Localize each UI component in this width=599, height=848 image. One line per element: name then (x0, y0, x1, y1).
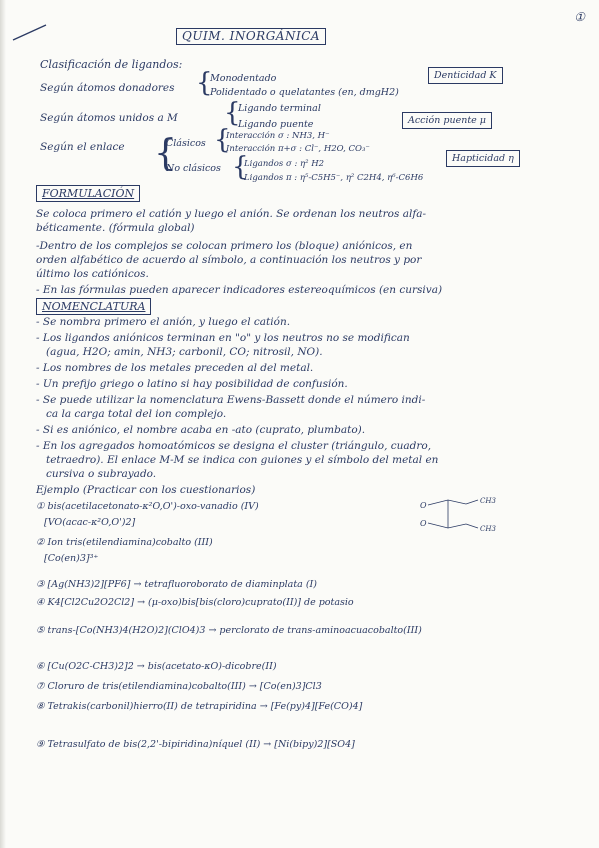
nomenclatura-line-6: - Se puede utilizar la nomenclatura Ewens-Bassett donde el número indi- (36, 394, 426, 406)
classic-item-1: Interacción σ : NH3, H⁻ (226, 131, 330, 141)
bond-label: Según el enlace (40, 141, 125, 153)
formulacion-line-4: orden alfabético de acuerdo al símbolo, a continuación los neutros y por (36, 254, 422, 266)
brace-donor: { (196, 68, 213, 98)
pen-stroke-mark (10, 22, 50, 42)
donor-item-1: Monodentado (210, 73, 277, 84)
example-4: ④ K4[Cl2Cu2O2Cl2] → (μ-oxo)bis[bis(cloro)cuprato(II)] de potasio (36, 597, 354, 608)
bonded-atoms-label: Según átomos unidos a M (40, 112, 178, 124)
classic-label: Clásicos (166, 138, 206, 149)
donor-item-2: Polidentado o quelatantes (en, dmgH2) (210, 87, 399, 98)
example-5: ⑤ trans-[Co(NH3)4(H2O)2](ClO4)3 → perclorato de trans-aminoacuacobalto(III) (36, 625, 422, 636)
nonclassic-label: No clásicos (166, 163, 221, 174)
svg-text:CH3: CH3 (480, 525, 496, 533)
nonclassic-item-2: Ligandos π : η⁵-C5H5⁻, η² C2H4, η⁶-C6H6 (244, 173, 424, 183)
brace-nonclassic: { (232, 152, 249, 182)
formulacion-line-6: - En las fórmulas pueden aparecer indicadores estereoquímicos (en cursiva) (36, 284, 443, 296)
example-1-name: ① bis(acetilacetonato-κ²O,O')-oxo-vanadio (IV) (36, 501, 259, 512)
nomenclatura-line-9: - En los agregados homoatómicos se designa el cluster (triángulo, cuadro, (36, 440, 432, 452)
formulacion-line-5: último los catiónicos. (36, 268, 149, 280)
nomenclatura-line-11: cursiva o subrayado. (46, 468, 157, 480)
classic-item-2: Interacción π+σ : Cl⁻, H2O, CO₃⁻ (226, 144, 370, 154)
bonded-item-1: Ligando terminal (238, 103, 321, 114)
page-title: QUIM. INORGÁNICA (176, 28, 326, 45)
example-6: ⑥ [Cu(O2C-CH3)2]2 → bis(acetato-κO)-dicobre(II) (36, 661, 277, 672)
bonded-item-2: Ligando puente (238, 119, 314, 130)
nomenclatura-line-10: tetraedro). El enlace M-M se indica con guiones y el símbolo del metal en (46, 454, 439, 466)
svg-text:O: O (420, 501, 427, 510)
bridge-box: Acción puente μ (402, 112, 492, 129)
formulacion-line-3: -Dentro de los complejos se colocan primero los (bloque) aniónicos, en (36, 240, 413, 252)
nomenclatura-line-7: ca la carga total del ion complejo. (46, 408, 227, 420)
nomenclatura-line-2: - Los ligandos aniónicos terminan en "o" y los neutros no se modifican (36, 332, 410, 344)
brace-bond: { (154, 133, 177, 174)
svg-text:CH3: CH3 (480, 497, 496, 505)
nomenclatura-line-3: (agua, H2O; amin, NH3; carbonil, CO; nitrosil, NO). (46, 346, 323, 358)
brace-classic: { (214, 125, 231, 155)
nomenclatura-line-1: - Se nombra primero el anión, y luego el catión. (36, 316, 291, 328)
example-3: ③ [Ag(NH3)2][PF6] → tetrafluoroborato de diaminplata (I) (36, 579, 318, 590)
formulacion-line-2: béticamente. (fórmula global) (36, 222, 195, 234)
examples-heading: Ejemplo (Practicar con los cuestionarios) (36, 484, 256, 496)
nonclassic-item-1: Ligandos σ : η² H2 (244, 159, 325, 169)
page-edge-shadow (0, 0, 6, 848)
formulacion-heading: FORMULACIÓN (36, 185, 140, 202)
nomenclatura-line-8: - Si es aniónico, el nombre acaba en -ato (cuprato, plumbato). (36, 424, 366, 436)
hapticity-box: Hapticidad η (446, 150, 520, 167)
example-2-formula: [Co(en)3]³⁺ (44, 553, 99, 564)
denticity-box: Denticidad K (428, 67, 503, 84)
page-number: ① (574, 10, 585, 24)
formulacion-line-1: Se coloca primero el catión y luego el anión. Se ordenan los neutros alfa- (36, 208, 427, 220)
nomenclatura-line-4: - Los nombres de los metales preceden al del metal. (36, 362, 314, 374)
nomenclatura-line-5: - Un prefijo griego o latino si hay posibilidad de confusión. (36, 378, 348, 390)
brace-bonded: { (224, 98, 241, 128)
example-2-name: ② Ion tris(etilendiamina)cobalto (III) (36, 537, 213, 548)
acac-structure-sketch (418, 494, 508, 534)
example-8: ⑧ Tetrakis(carbonil)hierro(II) de tetrapiridina → [Fe(py)4][Fe(CO)4] (36, 701, 363, 712)
example-1-formula: [VO(acac-κ²O,O')2] (44, 517, 136, 528)
nomenclatura-heading: NOMENCLATURA (36, 298, 151, 315)
svg-text:O: O (420, 519, 427, 528)
donor-atoms-label: Según átomos donadores (40, 82, 175, 94)
example-7: ⑦ Cloruro de tris(etilendiamina)cobalto(III) → [Co(en)3]Cl3 (36, 681, 322, 692)
example-9: ⑨ Tetrasulfato de bis(2,2'-bipiridina)níquel (II) → [Ni(bipy)2][SO4] (36, 739, 355, 750)
classification-heading: Clasificación de ligandos: (40, 58, 183, 71)
